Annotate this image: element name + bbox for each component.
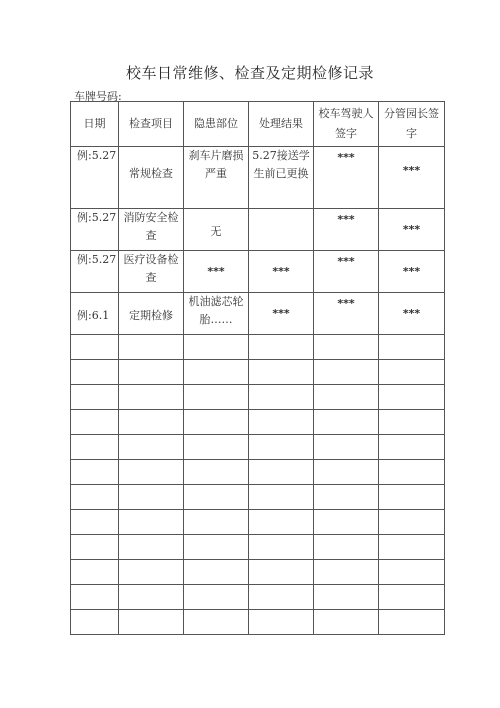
cell-hazard: 无 — [184, 209, 249, 251]
cell-result: 5.27接送学生前已更换 — [249, 147, 314, 209]
blank-cell[interactable] — [379, 510, 445, 535]
cell-item: 定期检修 — [119, 293, 184, 335]
blank-cell[interactable] — [71, 585, 119, 610]
blank-cell[interactable] — [314, 360, 379, 385]
blank-cell[interactable] — [119, 560, 184, 585]
table-row — [71, 460, 445, 485]
table-row — [71, 147, 445, 209]
cell-driver-sign — [314, 147, 379, 209]
cell-item: 常规检查 — [119, 147, 184, 209]
blank-cell[interactable] — [184, 585, 249, 610]
blank-cell[interactable] — [379, 335, 445, 360]
blank-cell[interactable] — [249, 435, 314, 460]
cell-item: 医疗设备检查 — [119, 251, 184, 293]
blank-cell[interactable] — [71, 510, 119, 535]
blank-cell[interactable] — [249, 535, 314, 560]
hazard-mark: *** — [207, 265, 225, 278]
table-row — [71, 335, 445, 360]
table-row — [71, 293, 445, 335]
driver-sign-mark: *** — [337, 213, 355, 226]
cell-hazard — [184, 251, 249, 293]
cell-result — [249, 293, 314, 335]
blank-cell[interactable] — [119, 410, 184, 435]
blank-cell[interactable] — [249, 510, 314, 535]
blank-cell[interactable] — [314, 335, 379, 360]
blank-cell[interactable] — [379, 560, 445, 585]
blank-cell[interactable] — [249, 460, 314, 485]
cell-hazard: 刹车片磨损严重 — [184, 147, 249, 209]
blank-cell[interactable] — [184, 560, 249, 585]
cell-result — [249, 209, 314, 251]
blank-cell[interactable] — [184, 610, 249, 635]
blank-cell[interactable] — [379, 535, 445, 560]
blank-cell[interactable] — [379, 585, 445, 610]
blank-cell[interactable] — [379, 360, 445, 385]
blank-cell[interactable] — [314, 585, 379, 610]
cell-driver-sign — [314, 251, 379, 293]
cell-date: 例:5.27 — [71, 209, 119, 251]
blank-cell[interactable] — [71, 335, 119, 360]
blank-cell[interactable] — [184, 510, 249, 535]
cell-manager-sign — [379, 147, 445, 209]
blank-cell[interactable] — [119, 610, 184, 635]
blank-cell[interactable] — [184, 460, 249, 485]
blank-cell[interactable] — [184, 535, 249, 560]
table-row — [71, 360, 445, 385]
cell-manager-sign — [379, 209, 445, 251]
blank-cell[interactable] — [314, 535, 379, 560]
blank-cell[interactable] — [71, 610, 119, 635]
blank-cell[interactable] — [119, 535, 184, 560]
plate-number-label: 车牌号码: — [74, 90, 122, 103]
cell-result — [249, 251, 314, 293]
document-title: 校车日常维修、检查及定期检修记录 — [125, 64, 374, 82]
blank-cell[interactable] — [71, 560, 119, 585]
table-row — [71, 485, 445, 510]
driver-sign-mark: *** — [337, 297, 355, 310]
blank-cell[interactable] — [379, 610, 445, 635]
blank-cell[interactable] — [71, 485, 119, 510]
blank-cell[interactable] — [119, 460, 184, 485]
blank-cell[interactable] — [379, 460, 445, 485]
blank-cell[interactable] — [184, 335, 249, 360]
cell-manager-sign — [379, 251, 445, 293]
cell-driver-sign — [314, 293, 379, 335]
blank-cell[interactable] — [314, 510, 379, 535]
blank-cell[interactable] — [184, 410, 249, 435]
blank-cell[interactable] — [379, 485, 445, 510]
blank-cell[interactable] — [249, 560, 314, 585]
blank-cell[interactable] — [249, 335, 314, 360]
blank-cell[interactable] — [119, 585, 184, 610]
table-row — [71, 560, 445, 585]
table-row — [71, 209, 445, 251]
blank-cell[interactable] — [314, 560, 379, 585]
result-mark: *** — [272, 307, 290, 320]
blank-cell[interactable] — [119, 385, 184, 410]
blank-cell[interactable] — [379, 385, 445, 410]
result-mark: *** — [272, 265, 290, 278]
blank-cell[interactable] — [119, 485, 184, 510]
header-date: 日期 — [71, 102, 119, 147]
blank-cell[interactable] — [71, 385, 119, 410]
cell-hazard: 机油滤芯轮胎…… — [184, 293, 249, 335]
blank-cell[interactable] — [314, 460, 379, 485]
blank-cell[interactable] — [314, 385, 379, 410]
blank-cell[interactable] — [249, 585, 314, 610]
blank-cell[interactable] — [314, 435, 379, 460]
header-item: 检查项目 — [119, 102, 184, 147]
blank-cell[interactable] — [184, 435, 249, 460]
header-row — [71, 102, 445, 147]
blank-cell[interactable] — [249, 485, 314, 510]
blank-cell[interactable] — [71, 535, 119, 560]
cell-driver-sign — [314, 209, 379, 251]
blank-cell[interactable] — [249, 610, 314, 635]
driver-sign-mark: *** — [337, 151, 355, 164]
cell-date: 例:5.27 — [71, 147, 119, 209]
blank-cell[interactable] — [71, 360, 119, 385]
blank-cell[interactable] — [249, 360, 314, 385]
blank-cell[interactable] — [119, 435, 184, 460]
cell-date: 例:5.27 — [71, 251, 119, 293]
blank-cell[interactable] — [184, 385, 249, 410]
blank-cell[interactable] — [314, 485, 379, 510]
cell-date: 例:6.1 — [71, 293, 119, 335]
manager-sign-mark: *** — [402, 223, 421, 236]
manager-sign-mark: *** — [402, 164, 421, 177]
table-row — [71, 585, 445, 610]
blank-cell[interactable] — [379, 435, 445, 460]
table-row — [71, 251, 445, 293]
blank-cell[interactable] — [119, 360, 184, 385]
blank-cell[interactable] — [71, 435, 119, 460]
blank-cell[interactable] — [314, 410, 379, 435]
blank-cell[interactable] — [119, 510, 184, 535]
blank-cell[interactable] — [184, 485, 249, 510]
table-row — [71, 535, 445, 560]
header-driver-sign: 校车驾驶人签字 — [314, 102, 379, 147]
header-hazard: 隐患部位 — [184, 102, 249, 147]
cell-manager-sign — [379, 293, 445, 335]
maintenance-record-table — [70, 101, 445, 635]
table-row — [71, 610, 445, 635]
driver-sign-mark: *** — [337, 255, 355, 268]
cell-item: 消防安全检查 — [119, 209, 184, 251]
blank-cell[interactable] — [314, 610, 379, 635]
manager-sign-mark: *** — [402, 307, 421, 320]
blank-cell[interactable] — [249, 410, 314, 435]
blank-cell[interactable] — [184, 360, 249, 385]
table-row — [71, 385, 445, 410]
blank-cell[interactable] — [71, 460, 119, 485]
header-result: 处理结果 — [249, 102, 314, 147]
manager-sign-mark: *** — [402, 265, 421, 278]
header-manager-sign: 分管园长签字 — [379, 102, 445, 147]
blank-cell[interactable] — [119, 335, 184, 360]
blank-cell[interactable] — [249, 385, 314, 410]
table-row — [71, 435, 445, 460]
blank-cell[interactable] — [379, 410, 445, 435]
table-row — [71, 510, 445, 535]
blank-cell[interactable] — [71, 410, 119, 435]
table-row — [71, 410, 445, 435]
